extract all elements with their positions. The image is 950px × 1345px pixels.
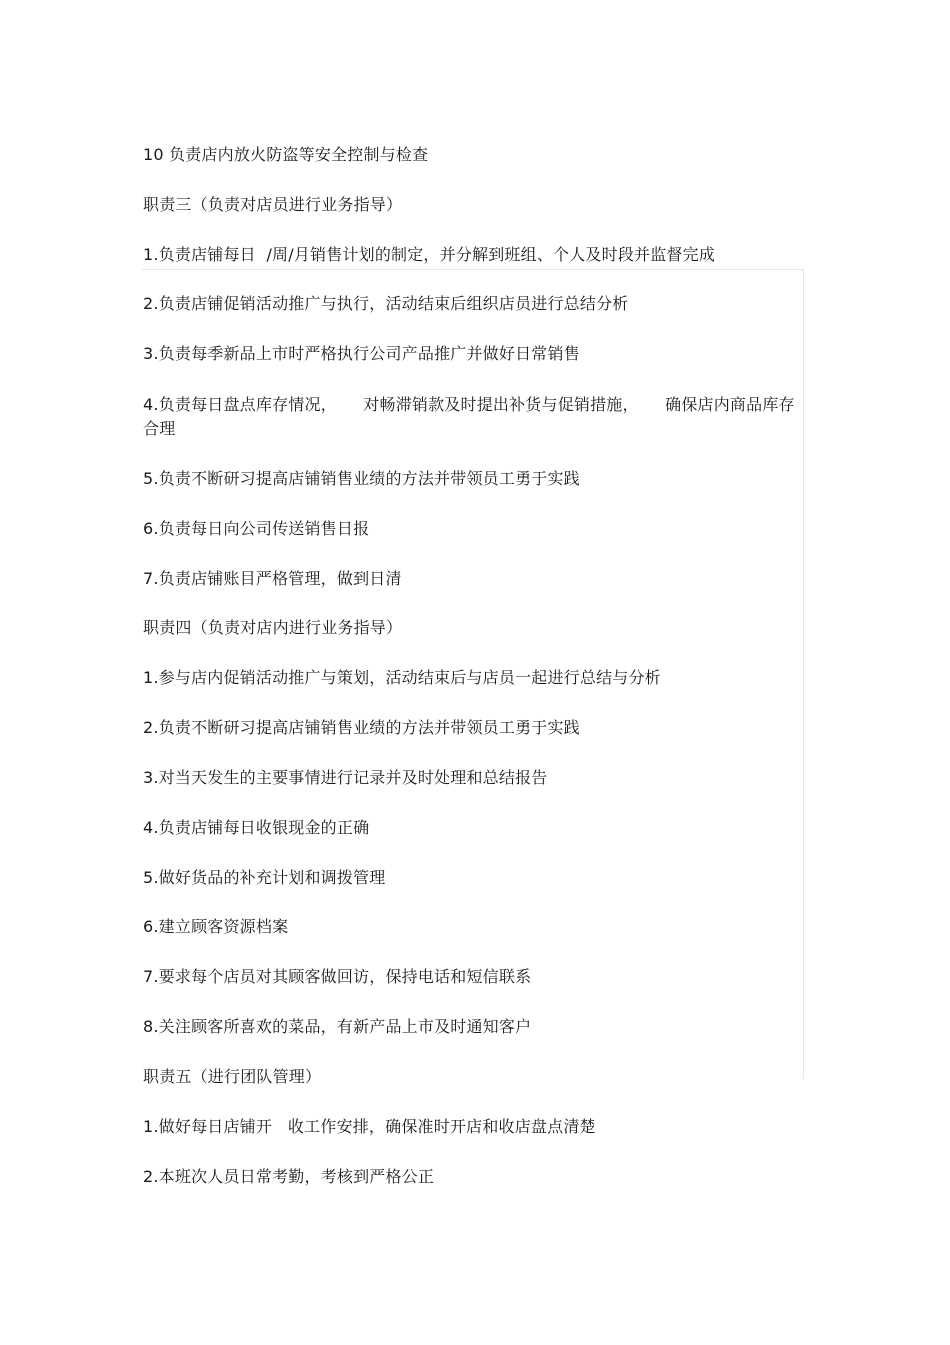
duty-3-item-1: 1.负责店铺每日 /周/月销售计划的制定，并分解到班组、个人及时段并监督完成 [143, 245, 716, 264]
duty-5-item-1: 1.做好每日店铺开 收工作安排，确保准时开店和收店盘点清楚 [143, 1117, 596, 1136]
duty-3-item-4: 4.负责每日盘点库存情况， 对畅滞销款及时提出补货与促销措施， 确保店内商品库存合理 [143, 395, 795, 438]
duty-4-item-5: 5.做好货品的补充计划和调拨管理 [143, 868, 386, 887]
duty-3-item-6: 6.负责每日向公司传送销售日报 [143, 519, 370, 538]
section-heading-duty-5: 职责五（进行团队管理） [143, 1067, 322, 1086]
duty-4-item-7: 7.要求每个店员对其顾客做回访，保持电话和短信联系 [143, 967, 532, 986]
duty-3-item-7: 7.负责店铺账目严格管理，做到日清 [143, 569, 402, 588]
duty-4-item-4: 4.负责店铺每日收银现金的正确 [143, 818, 370, 837]
duty-5-item-2: 2.本班次人员日常考勤，考核到严格公正 [143, 1167, 435, 1186]
duty-4-item-1: 1.参与店内促销活动推广与策划，活动结束后与店员一起进行总结与分析 [143, 668, 661, 687]
duty-4-item-8: 8.关注顾客所喜欢的菜品，有新产品上市及时通知客户 [143, 1017, 532, 1036]
duty-3-item-3: 3.负责每季新品上市时严格执行公司产品推广并做好日常销售 [143, 344, 580, 363]
duty-4-item-6: 6.建立顾客资源档案 [143, 917, 289, 936]
duty-4-item-3: 3.对当天发生的主要事情进行记录并及时处理和总结报告 [143, 768, 548, 787]
section-heading-duty-4: 职责四（负责对店内进行业务指导） [143, 618, 403, 637]
duty-4-item-2: 2.负责不断研习提高店铺销售业绩的方法并带领员工勇于实践 [143, 718, 580, 737]
duty-item-10: 10 负责店内放火防盗等安全控制与检查 [143, 145, 429, 164]
section-heading-duty-3: 职责三（负责对店员进行业务指导） [143, 195, 403, 214]
duty-3-item-2: 2.负责店铺促销活动推广与执行，活动结束后组织店员进行总结分析 [143, 294, 629, 313]
duty-3-item-5: 5.负责不断研习提高店铺销售业绩的方法并带领员工勇于实践 [143, 469, 580, 488]
